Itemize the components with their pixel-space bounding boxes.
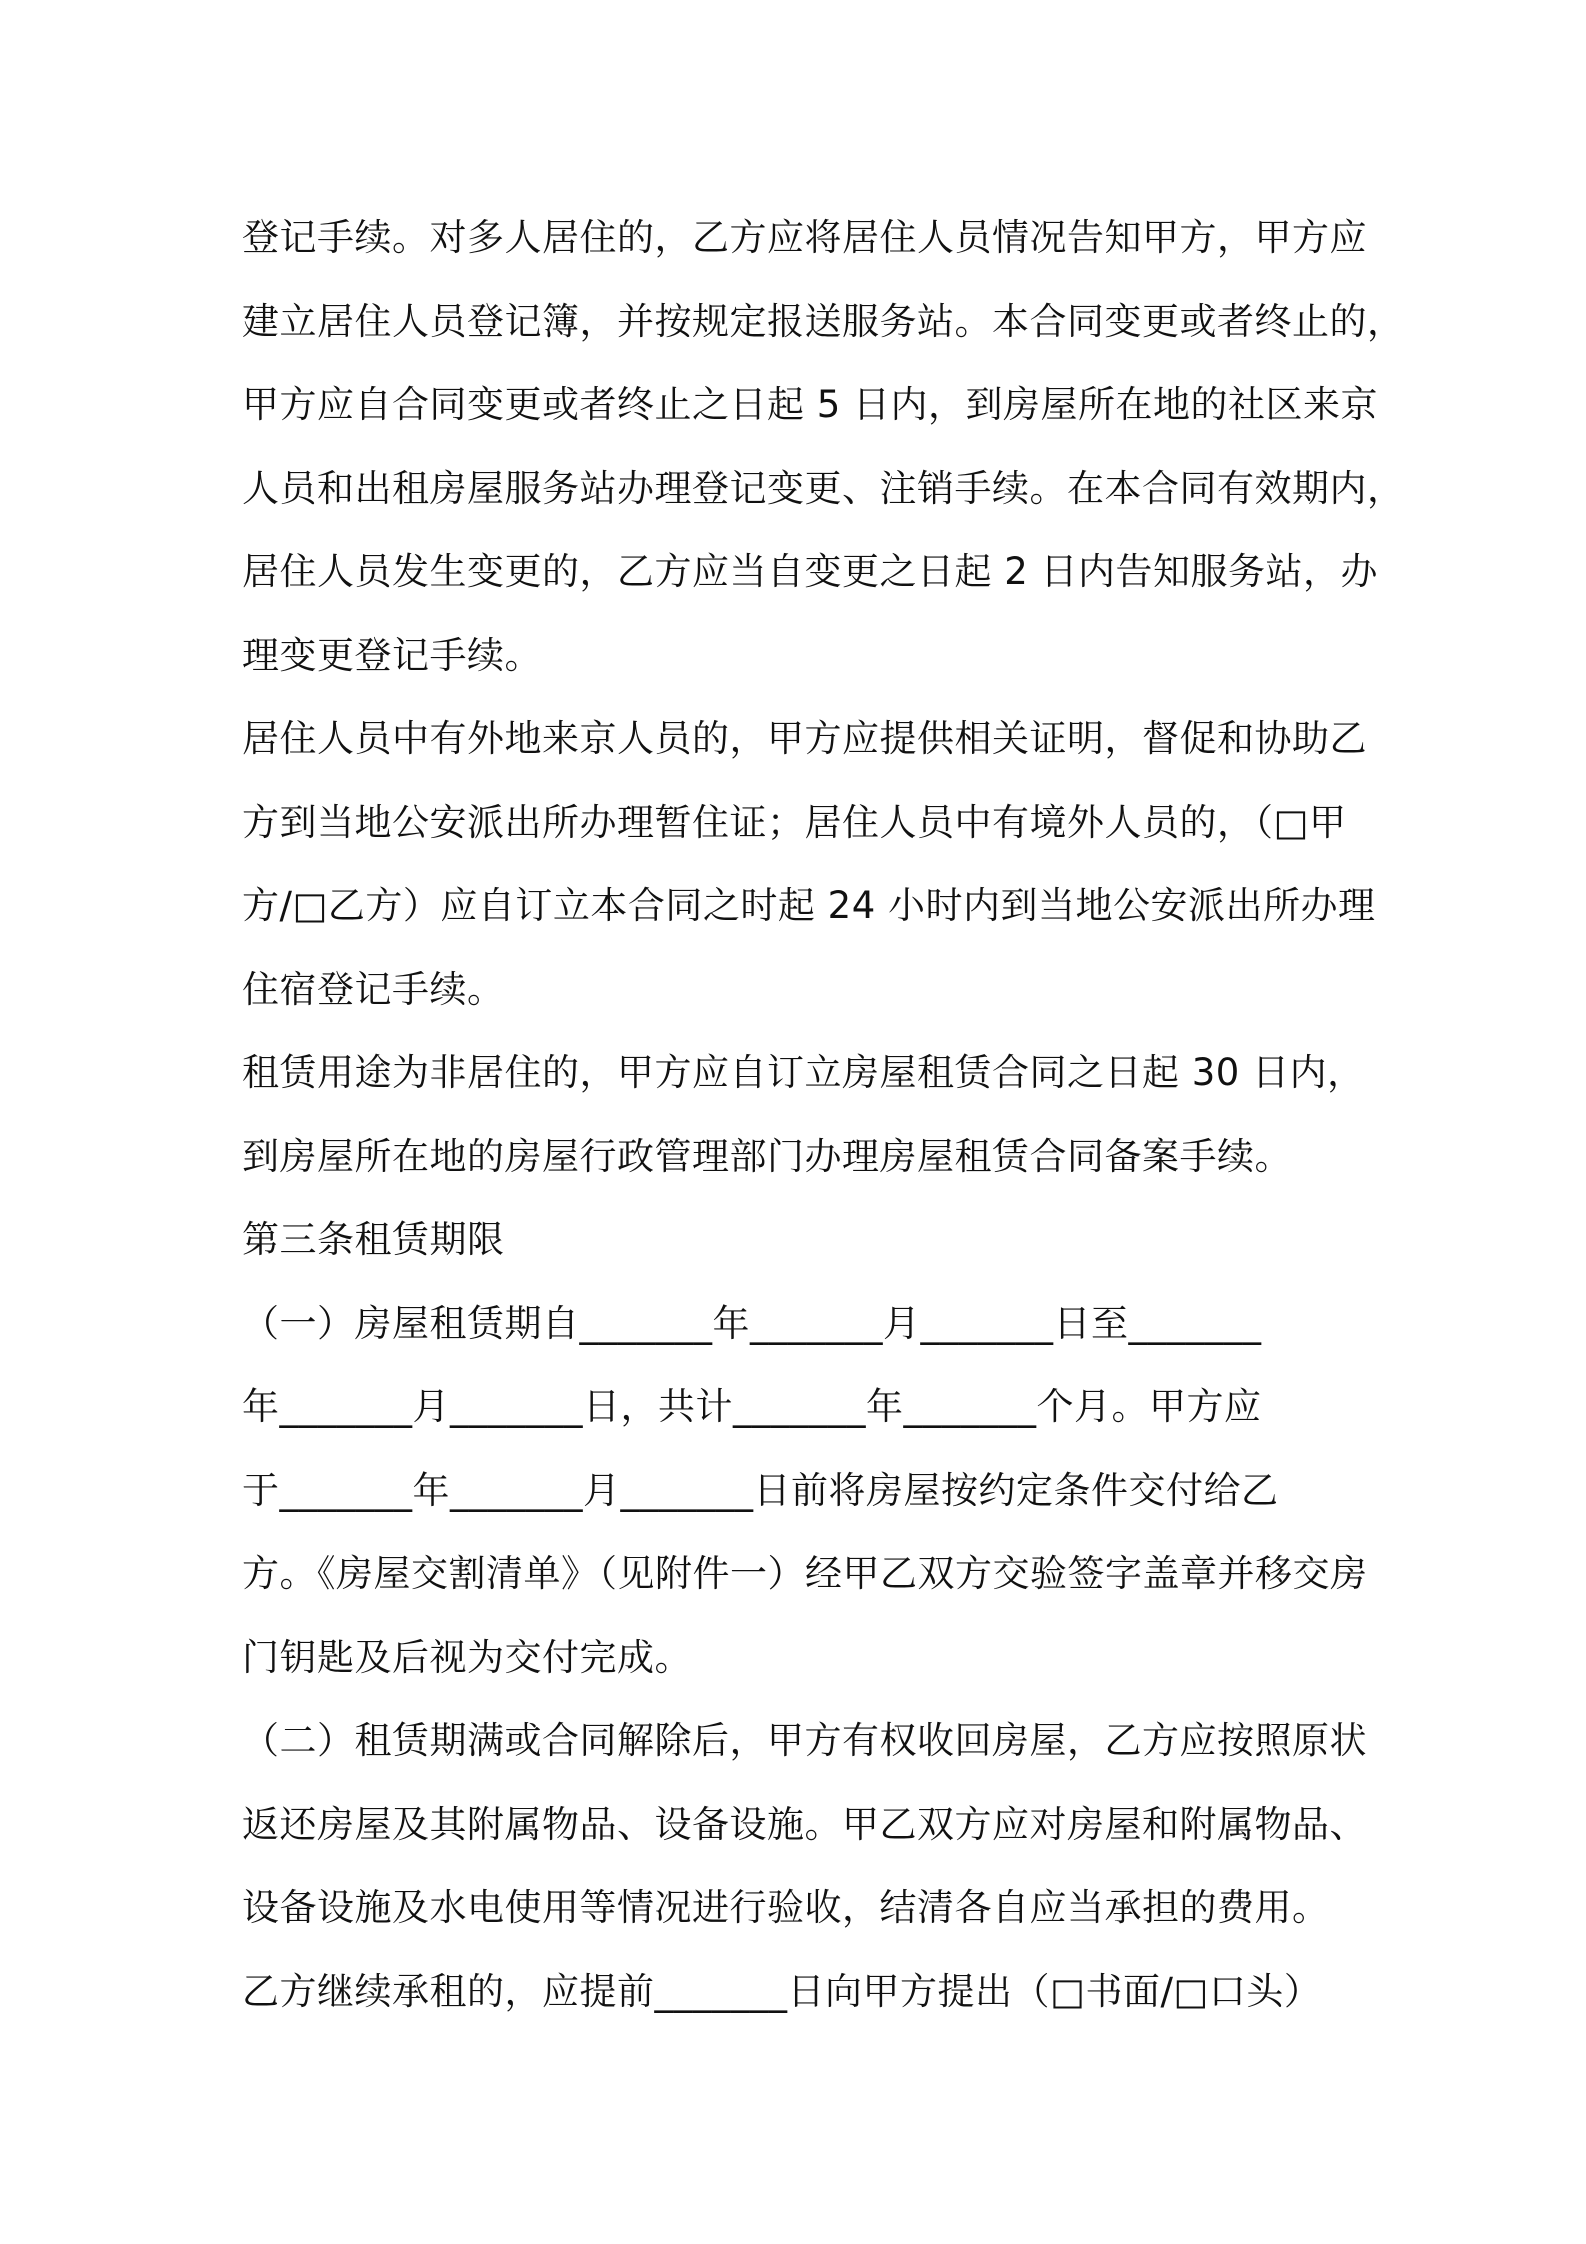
text-line: 建立居住人员登记簿，并按规定报送服务站。本合同变更或者终止的， <box>242 299 1405 343</box>
text-line: （一）房屋租赁期自_______年_______月_______日至_______ <box>242 1301 1262 1345</box>
text-line: 居住人员中有外地来京人员的，甲方应提供相关证明，督促和协助乙 <box>242 717 1367 760</box>
text-line: 设备设施及水电使用等情况进行验收，结清各自应当承担的费用。 <box>242 1886 1330 1929</box>
text-line: 住宿登记手续。 <box>242 967 505 1011</box>
text-line: 年_______月_______日，共计_______年_______个月。甲方应 <box>242 1385 1262 1428</box>
text-line: 门钥匙及后视为交付完成。 <box>242 1635 692 1679</box>
text-line: 甲方应自合同变更或者终止之日起 5 日内，到房屋所在地的社区来京 <box>242 383 1379 426</box>
text-line: 居住人员发生变更的，乙方应当自变更之日起 2 日内告知服务站，办 <box>242 550 1379 593</box>
text-line: 人员和出租房屋服务站办理登记变更、注销手续。在本合同有效期内， <box>242 466 1405 510</box>
text-line: 方/□乙方）应自订立本合同之时起 24 小时内到当地公安派出所办理 <box>242 884 1376 927</box>
contract-text-block <box>242 196 1405 2033</box>
text-line: 到房屋所在地的房屋行政管理部门办理房屋租赁合同备案手续。 <box>242 1134 1292 1178</box>
text-line: 于_______年_______月_______日前将房屋按约定条件交付给乙 <box>242 1468 1279 1512</box>
text-line: 方到当地公安派出所办理暂住证；居住人员中有境外人员的，（□甲 <box>242 800 1347 844</box>
text-line: 乙方继续承租的，应提前_______日向甲方提出（□书面/□口头） <box>242 1969 1322 2013</box>
text-line: （二）租赁期满或合同解除后，甲方有权收回房屋，乙方应按照原状 <box>242 1719 1367 1762</box>
text-line: 返还房屋及其附属物品、设备设施。甲乙双方应对房屋和附属物品、 <box>242 1802 1367 1846</box>
text-line: 理变更登记手续。 <box>242 633 542 677</box>
section-heading: 第三条租赁期限 <box>242 1218 505 1261</box>
text-line: 方。《房屋交割清单》（见附件一）经甲乙双方交验签字盖章并移交房 <box>242 1552 1368 1595</box>
text-line: 登记手续。对多人居住的，乙方应将居住人员情况告知甲方，甲方应 <box>242 216 1367 259</box>
text-line: 租赁用途为非居住的，甲方应自订立房屋租赁合同之日起 30 日内， <box>242 1051 1365 1094</box>
